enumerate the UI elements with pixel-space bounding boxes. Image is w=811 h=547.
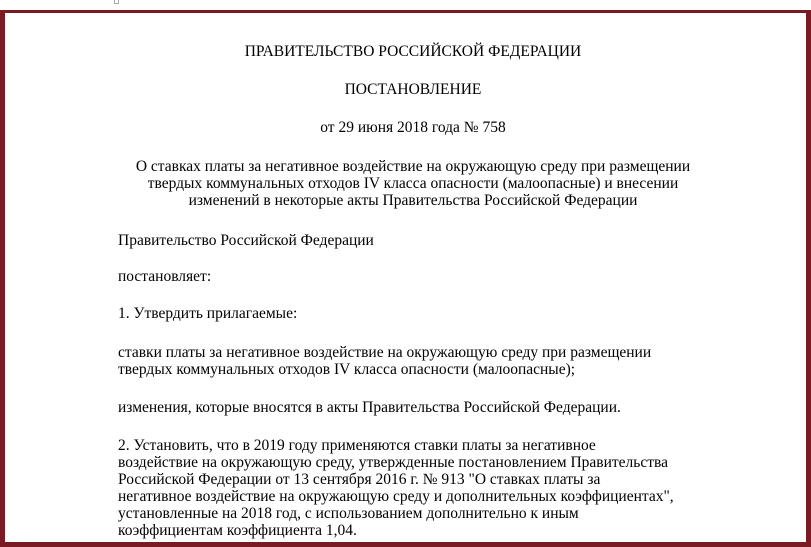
item-1-a bbox=[118, 344, 708, 378]
paragraph-line: воздействие на окружающую среду, утвержденные постановлением Правительства bbox=[118, 454, 668, 471]
paragraph-line: Российской Федерации от 13 сентября 2016 г. № 913 "О ставках платы за bbox=[118, 471, 601, 488]
government-heading: ПРАВИТЕЛЬСТВО РОССИЙСКОЙ ФЕДЕРАЦИИ bbox=[244, 43, 582, 60]
date-number-line: от 29 июня 2018 года № 758 bbox=[320, 119, 506, 136]
document-title bbox=[118, 158, 708, 209]
item-2 bbox=[118, 437, 708, 539]
item-1-b: изменения, которые вносятся в акты Правительства Российской Федерации. bbox=[118, 399, 621, 416]
preamble-verb: постановляет: bbox=[118, 268, 212, 285]
paragraph-line: установленные на 2018 год, с использованием дополнительно к иным bbox=[118, 505, 579, 522]
document-type-heading: ПОСТАНОВЛЕНИЕ bbox=[344, 81, 482, 98]
item-1-heading: 1. Утвердить прилагаемые: bbox=[118, 305, 298, 322]
title-line: изменений в некоторые акты Правительства Российской Федерации bbox=[188, 192, 638, 209]
paragraph-line: 2. Установить, что в 2019 году применяются ставки платы за негативное bbox=[118, 437, 596, 454]
title-line: О ставках платы за негативное воздействие на окружающую среду при размещении bbox=[135, 158, 691, 175]
preamble-subject: Правительство Российской Федерации bbox=[118, 232, 374, 249]
paragraph-line: твердых коммунальных отходов IV класса опасности (малоопасные); bbox=[118, 361, 576, 378]
paragraph-line: ставки платы за негативное воздействие на окружающую среду при размещении bbox=[118, 344, 652, 361]
title-line: твердых коммунальных отходов IV класса опасности (малоопасные) и внесении bbox=[147, 175, 679, 192]
window-corner-mark bbox=[114, 0, 119, 4]
document-frame bbox=[0, 10, 811, 547]
paragraph-line: негативное воздействие на окружающую среду и дополнительных коэффициентах", bbox=[118, 488, 674, 505]
paragraph-line: коэффициентам коэффициента 1,04. bbox=[118, 522, 357, 539]
